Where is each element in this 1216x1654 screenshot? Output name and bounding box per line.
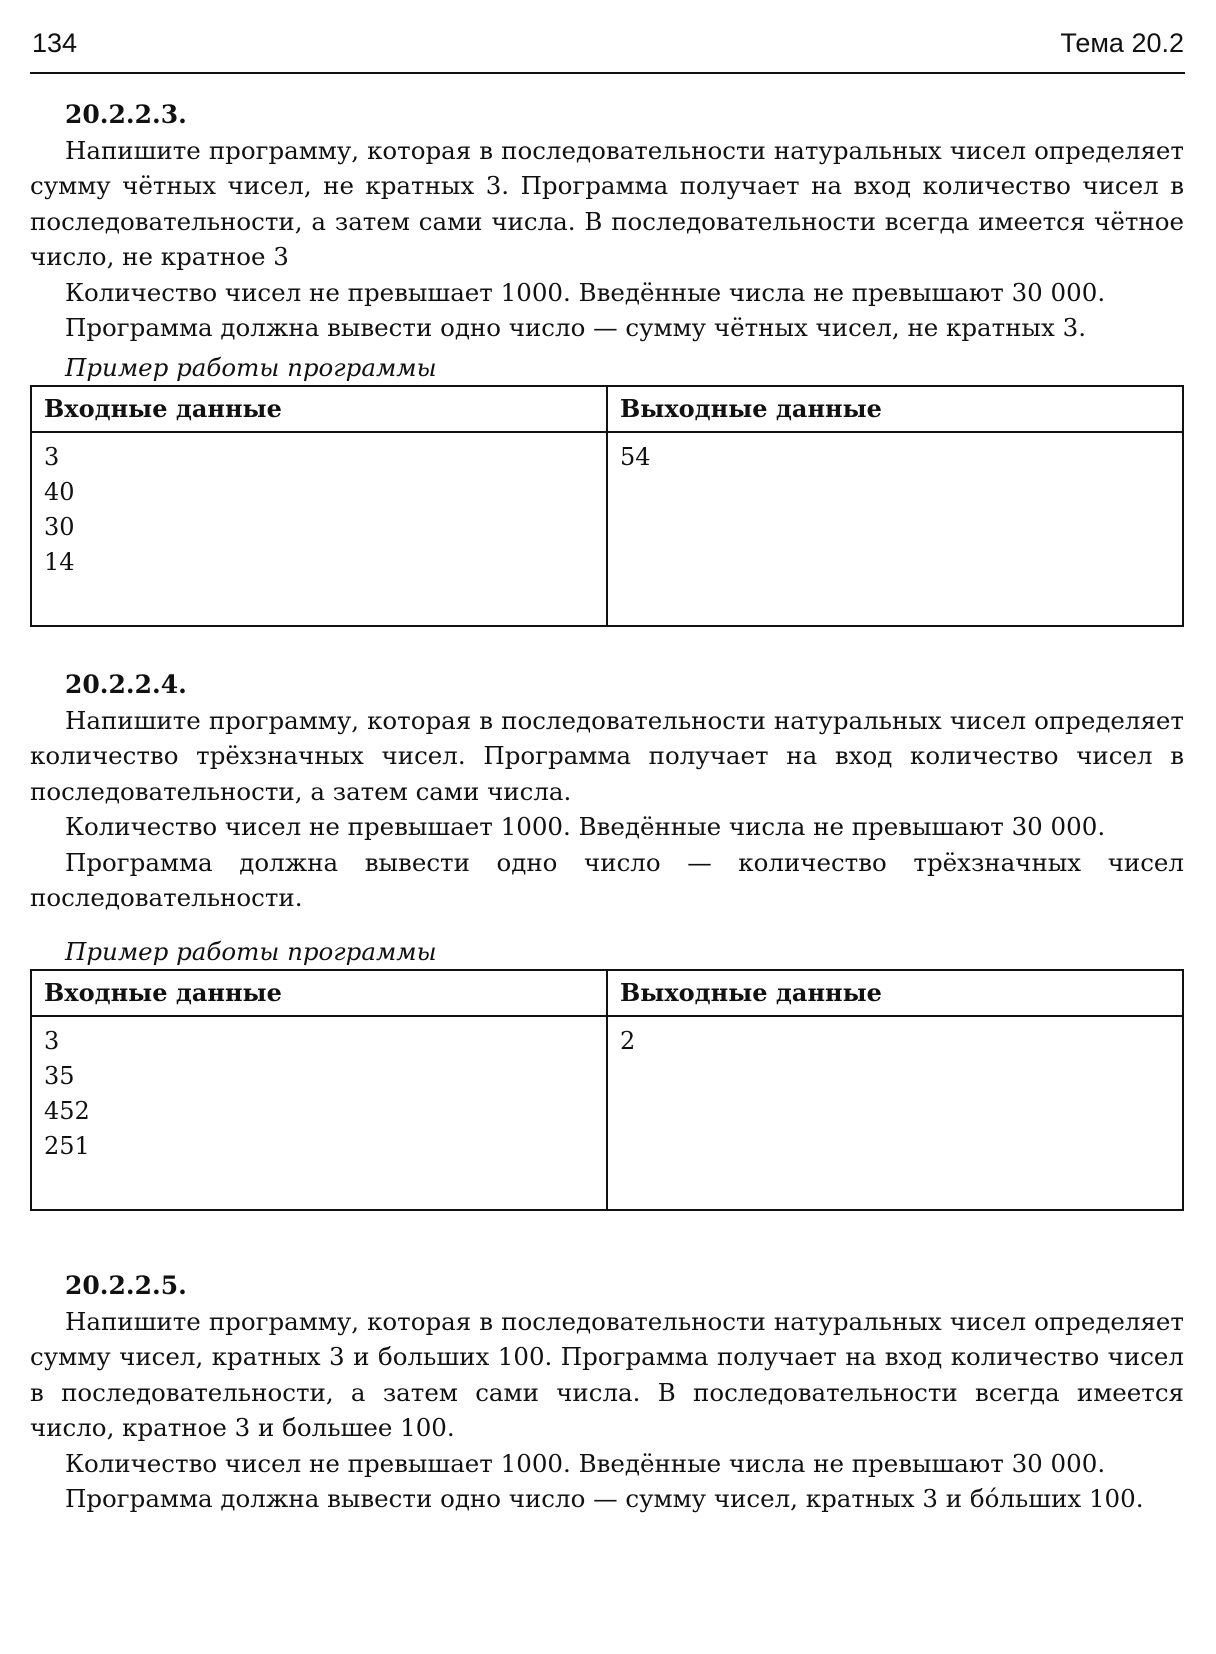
example-20-2-2-3 [30,351,1184,627]
task-paragraph: Программа должна вывести одно число — сумму чётных чисел, не кратных 3. [65,313,1087,343]
example-label: Пример работы программы [65,353,437,382]
output-cell [607,432,1183,626]
output-header: Выходные данные [607,970,1183,1016]
input-value: 30 [44,513,75,541]
task-paragraph: Напишите программу, которая в последовательности натуральных чисел определяет сумму чисел, кратных 3 и больших 100. Программа получает на вход количество чисел в последовательности, а затем сами числа. В последовательности всегда имеется число, кратное 3 и большее 100. [30,1307,1184,1443]
task-paragraph: Программа должна вывести одно число — количество трёхзначных чисел последовательности. [30,847,1184,913]
page-number: 134 [32,28,78,58]
task-number: 20.2.2.3. [65,100,187,129]
task-20-2-2-4 [30,667,1184,915]
task-paragraph: Количество чисел не превышает 1000. Введённые числа не превышают 30 000. [65,277,1106,307]
input-cell [31,432,607,626]
input-value: 452 [44,1097,90,1125]
input-value: 251 [44,1132,90,1160]
output-value: 2 [620,1027,636,1055]
input-value: 35 [44,1062,75,1090]
task-20-2-2-3 [30,97,1184,345]
task-paragraph: Количество чисел не превышает 1000. Введённые числа не превышают 30 000. [65,812,1106,842]
input-value: 3 [44,443,60,471]
input-value: 14 [44,548,75,576]
input-header: Входные данные [31,386,607,432]
input-value: 40 [44,478,75,506]
input-value: 3 [44,1027,60,1055]
task-text [30,133,1184,345]
task-paragraph: Напишите программу, которая в последовательности натуральных чисел определяет сумму чётных чисел, не кратных 3. Программа получает на вход количество чисел в последовательности, а затем сами числа. В последовательности всегда имеется чётное число, не кратное 3 [30,136,1184,272]
input-header: Входные данные [31,970,607,1016]
task-paragraph: Программа должна вывести одно число — сумму чисел, кратных 3 и бóльших 100. [65,1484,1144,1514]
task-paragraph: Количество чисел не превышает 1000. Введённые числа не превышают 30 000. [65,1448,1106,1478]
output-cell [607,1016,1183,1210]
input-cell [31,1016,607,1210]
task-text [30,703,1184,915]
task-text [30,1304,1184,1516]
task-number: 20.2.2.5. [65,1271,187,1300]
output-header: Выходные данные [607,386,1183,432]
topic-title: Тема 20.2 [1060,28,1184,58]
example-20-2-2-4 [30,935,1184,1211]
example-label: Пример работы программы [65,937,437,966]
task-20-2-2-5 [30,1268,1184,1516]
header-divider [30,72,1185,74]
task-number: 20.2.2.4. [65,670,187,699]
example-table [30,969,1184,1211]
task-paragraph: Напишите программу, которая в последовательности натуральных чисел определяет количество трёхзначных чисел. Программа получает на вход количество чисел в последовательности, а затем сами числа. [30,706,1184,806]
example-table [30,385,1184,627]
output-value: 54 [620,443,651,471]
